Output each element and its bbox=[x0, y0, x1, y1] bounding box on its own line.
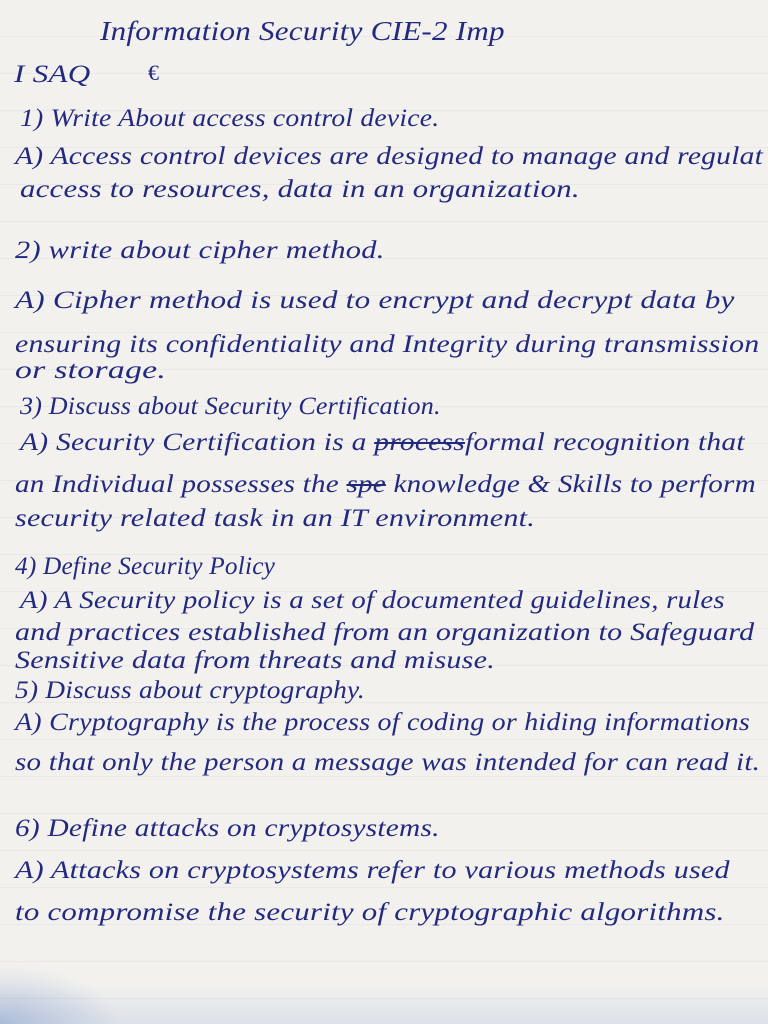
question-2: 2) write about cipher method. bbox=[15, 237, 385, 264]
question-3: 3) Discuss about Security Certification. bbox=[20, 393, 441, 420]
answer-4-line-1: A) A Security policy is a set of documented guidelines, rules bbox=[20, 587, 725, 614]
answer-3-line-1 bbox=[20, 428, 745, 458]
answer-1-line-1: A) Access control devices are designed to manage and regulat bbox=[15, 143, 764, 170]
answer-5-line-2: so that only the person a message was intended for can read it. bbox=[15, 749, 761, 776]
answer-3-line-3: security related task in an IT environment. bbox=[15, 505, 536, 532]
answer-3-struck-word: process bbox=[374, 429, 465, 456]
answer-2-line-2: ensuring its confidentiality and Integrity during transmission bbox=[15, 331, 760, 358]
question-1: 1) Write About access control device. bbox=[20, 105, 440, 132]
answer-3-line-2 bbox=[15, 470, 756, 500]
question-4: 4) Define Security Policy bbox=[15, 553, 276, 580]
answer-2-line-3: or storage. bbox=[15, 357, 167, 384]
page-title: Information Security CIE-2 Imp bbox=[100, 16, 505, 46]
answer-3-line-1-text-b: formal recognition that bbox=[464, 429, 745, 456]
section-mark: € bbox=[148, 60, 160, 85]
section-heading: I SAQ bbox=[14, 61, 91, 88]
answer-3-line-1-text-a: A) Security Certification is a bbox=[20, 429, 375, 456]
answer-5-line-1: A) Cryptography is the process of coding or hiding informations bbox=[15, 709, 750, 736]
answer-3-struck-fragment: spe bbox=[346, 471, 386, 498]
answer-4-line-3: Sensitive data from threats and misuse. bbox=[15, 647, 495, 674]
question-5: 5) Discuss about cryptography. bbox=[15, 677, 365, 704]
answer-3-line-2-text-a: an Individual possesses the bbox=[15, 471, 347, 498]
corner-shadow bbox=[0, 964, 120, 1024]
answer-6-line-1: A) Attacks on cryptosystems refer to various methods used bbox=[15, 857, 730, 884]
answer-4-line-2: and practices established from an organization to Safeguard bbox=[15, 619, 755, 646]
question-6: 6) Define attacks on cryptosystems. bbox=[15, 815, 440, 842]
answer-3-line-2-text-b: knowledge & Skills to perform bbox=[385, 471, 756, 498]
answer-6-line-2: to compromise the security of cryptographic algorithms. bbox=[15, 899, 725, 926]
answer-1-line-2: access to resources, data in an organization. bbox=[20, 176, 580, 203]
answer-2-line-1: A) Cipher method is used to encrypt and decrypt data by bbox=[15, 287, 735, 314]
